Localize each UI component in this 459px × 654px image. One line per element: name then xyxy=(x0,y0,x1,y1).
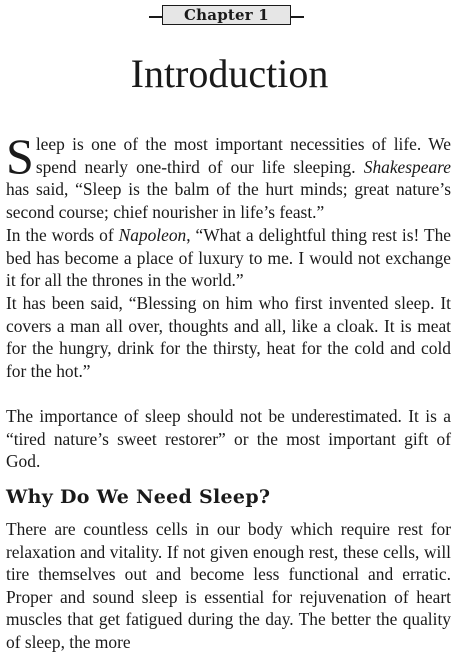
section-heading: Why Do We Need Sleep? xyxy=(6,486,271,508)
chapter-rule-right xyxy=(291,16,304,18)
paragraph-3: It has been said, “Blessing on him who first invented sleep. It covers a man all over, thoughts and all, like a cloak. It is meat for the hungry, drink for the thirsty, heat for the cold and cold for the hot.” xyxy=(6,293,451,381)
chapter-label: Chapter 1 xyxy=(162,5,291,25)
paragraph-2 xyxy=(6,224,451,292)
paragraph-5: There are countless cells in our body which require rest for relaxation and vitality. If not given enough rest, these cells, will tire themselves out and become less functional and erratic. Proper and sound sleep is essential for rejuvenation of heart muscles that get fatigued during the day. The better the quality of sleep, the more xyxy=(6,519,451,652)
chapter-rule-left xyxy=(149,16,162,18)
paragraph-1-text-a: leep is one of the most important necessities of life. We spend nearly one-third of our life sleeping. xyxy=(35,134,451,177)
paragraph-2-text-b: , “What a delightful thing rest is! The bed has become a place of luxury to me. I would not exchange it for all the thrones in the world.” xyxy=(6,225,452,291)
paragraph-4: The importance of sleep should not be underestimated. It is a “tired nature’s sweet restorer” or the most important gift of God. xyxy=(6,406,451,472)
drop-cap: S xyxy=(6,128,34,184)
paragraph-1-italic: Shakespeare xyxy=(363,156,451,177)
paragraph-1 xyxy=(6,128,451,223)
chapter-title: Introduction xyxy=(130,51,329,96)
paragraph-2-italic: Napoleon xyxy=(118,225,187,245)
paragraph-2-text-a: In the words of xyxy=(6,225,119,245)
paragraph-1-text-b: has said, “Sleep is the balm of the hurt minds; great nature’s second course; chief nourisher in life’s feast.” xyxy=(6,179,451,222)
chapter-header xyxy=(0,5,459,27)
